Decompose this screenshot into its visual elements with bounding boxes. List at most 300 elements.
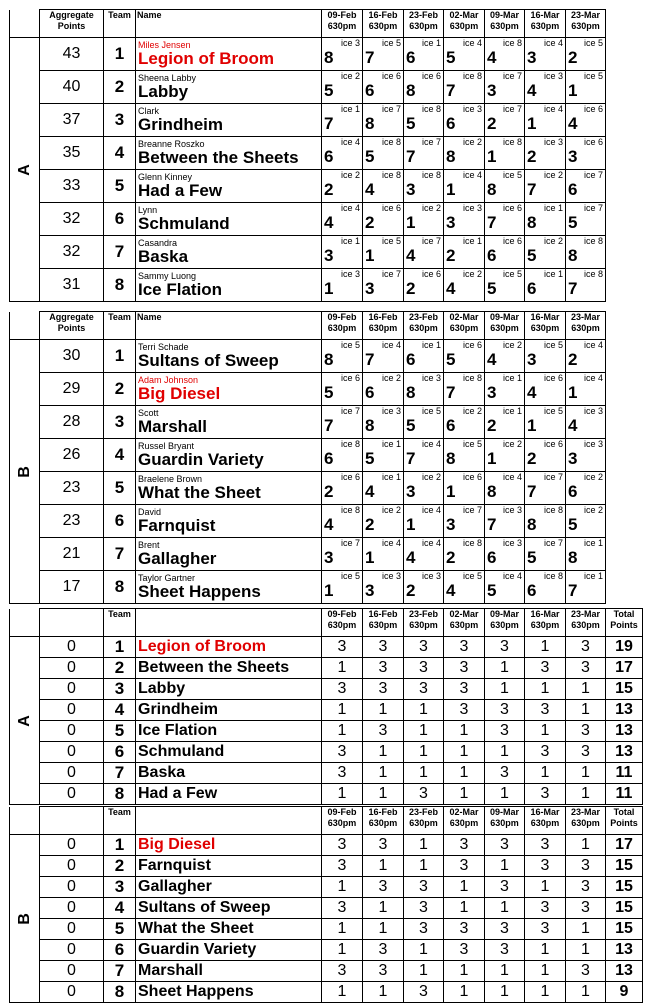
game-cell [525,340,566,373]
ice-sheet: ice 7 [543,538,563,548]
ice-sheet: ice 6 [583,137,603,147]
ice-sheet: ice 7 [543,472,563,482]
aggregate-points: 0 [40,658,104,679]
week-points: 3 [566,877,606,898]
week-points: 3 [525,700,566,721]
ice-sheet: ice 7 [583,170,603,180]
aggregate-points: 0 [40,763,104,784]
week-points: 3 [525,856,566,877]
ice-sheet: ice 7 [502,104,522,114]
aggregate-points: 33 [40,170,104,203]
group-label [10,637,40,805]
game-cell [404,269,444,302]
ice-sheet: ice 1 [340,104,360,114]
opponent-number: 6 [527,581,537,600]
skip-name: Sammy Luong [138,270,197,281]
header-week-4 [444,312,485,340]
ice-sheet: ice 2 [340,71,360,81]
game-cell [363,340,404,373]
opponent-number: 3 [527,48,537,67]
aggregate-points: 0 [40,961,104,982]
opponent-number: 3 [406,482,416,501]
opponent-number: 1 [487,147,497,166]
opponent-number: 2 [527,449,537,468]
ice-sheet: ice 1 [502,406,522,416]
header-week-2 [363,807,404,835]
opponent-number: 3 [446,515,456,534]
ice-sheet: ice 1 [543,269,563,279]
ice-sheet: ice 6 [462,340,482,350]
aggregate-points: 0 [40,679,104,700]
aggregate-points: 35 [40,137,104,170]
opponent-number: 2 [324,482,334,501]
team-name: Marshall [138,416,207,436]
team-row [10,505,606,538]
game-cell [566,340,606,373]
week-time: 630pm [490,323,519,333]
ice-sheet: ice 7 [340,538,360,548]
team-name-cell [136,340,322,373]
aggregate-points: 17 [40,571,104,604]
opponent-number: 8 [365,114,375,133]
header-week-5 [485,609,525,637]
header-name: Name [136,312,322,340]
game-cell [363,439,404,472]
game-cell [444,571,485,604]
game-cell [363,571,404,604]
team-name-cell [136,104,322,137]
ice-sheet: ice 2 [381,505,401,515]
ice-sheet: ice 3 [583,406,603,416]
opponent-number: 6 [487,246,497,265]
opponent-number: 6 [446,416,456,435]
game-cell [363,71,404,104]
game-cell [322,406,363,439]
game-cell [404,373,444,406]
game-cell [322,269,363,302]
aggregate-points: 23 [40,472,104,505]
team-number: 1 [104,637,136,658]
team-name: What the Sheet [136,919,322,940]
opponent-number: 8 [446,449,456,468]
game-cell [444,203,485,236]
week-points: 3 [566,742,606,763]
game-cell [566,571,606,604]
ice-sheet: ice 2 [462,269,482,279]
opponent-number: 6 [365,383,375,402]
group-letter: A [15,714,33,727]
aggregate-points: 43 [40,38,104,71]
week-points: 3 [444,637,485,658]
game-cell [322,104,363,137]
game-cell [566,137,606,170]
header-week-4 [444,609,485,637]
week-points: 3 [525,898,566,919]
opponent-number: 4 [406,246,416,265]
header-aggregate-line1: Aggregate [49,312,94,322]
game-cell [404,71,444,104]
ice-sheet: ice 2 [543,170,563,180]
week-points: 3 [444,835,485,856]
week-time: 630pm [409,620,438,630]
standing-row [10,679,643,700]
week-points: 3 [566,961,606,982]
header-week-7 [566,312,606,340]
team-number: 7 [104,236,136,269]
week-points: 3 [485,637,525,658]
week-points: 1 [404,763,444,784]
ice-sheet: ice 4 [421,505,441,515]
game-cell [485,406,525,439]
game-cell [322,472,363,505]
game-cell [363,236,404,269]
game-cell [525,236,566,269]
aggregate-points: 0 [40,835,104,856]
team-number: 3 [104,104,136,137]
ice-sheet: ice 8 [583,269,603,279]
team-name-cell [136,38,322,71]
week-points: 1 [322,721,363,742]
opponent-number: 6 [568,180,578,199]
opponent-number: 7 [406,147,416,166]
opponent-number: 7 [527,482,537,501]
opponent-number: 6 [324,449,334,468]
team-name: Big Diesel [138,383,221,403]
week-points: 3 [525,742,566,763]
skip-name: Scott [138,407,159,418]
aggregate-points: 0 [40,940,104,961]
ice-sheet: ice 2 [502,439,522,449]
week-points: 3 [566,658,606,679]
week-time: 630pm [368,620,398,630]
team-number: 1 [104,340,136,373]
team-name-cell [136,236,322,269]
team-row [10,236,606,269]
team-number: 2 [104,856,136,877]
aggregate-points: 37 [40,104,104,137]
week-points: 3 [404,982,444,1003]
header-aggregate-line2: Points [57,21,86,31]
opponent-number: 1 [324,279,334,298]
ice-sheet: ice 4 [421,538,441,548]
game-cell [566,269,606,302]
header-aggregate [40,807,104,835]
ice-sheet: ice 5 [340,340,360,350]
game-cell [525,505,566,538]
week-points: 1 [444,961,485,982]
game-cell [363,137,404,170]
aggregate-points: 28 [40,406,104,439]
week-points: 1 [363,763,404,784]
header-week-2 [363,609,404,637]
ice-sheet: ice 2 [421,472,441,482]
ice-sheet: ice 8 [462,538,482,548]
total-points: 11 [606,763,643,784]
game-cell [566,538,606,571]
opponent-number: 6 [446,114,456,133]
aggregate-points: 0 [40,982,104,1003]
opponent-number: 8 [527,213,537,232]
week-points: 3 [525,784,566,805]
header-week-6 [525,10,566,38]
week-date: 09-Mar [489,312,519,322]
opponent-number: 3 [487,383,497,402]
team-name: Marshall [136,961,322,982]
week-time: 630pm [327,21,357,31]
week-points: 1 [444,784,485,805]
header-total-line2: Points [610,818,638,828]
team-row [10,269,606,302]
week-points: 3 [444,679,485,700]
week-date: 16-Feb [368,10,398,20]
header-blank [10,807,40,835]
ice-sheet: ice 1 [421,340,441,350]
opponent-number: 5 [487,581,497,600]
opponent-number: 2 [406,581,416,600]
ice-sheet: ice 2 [583,505,603,515]
game-cell [404,439,444,472]
opponent-number: 5 [324,383,334,402]
week-points: 1 [566,919,606,940]
standing-row [10,940,643,961]
week-time: 630pm [368,818,398,828]
game-cell [525,571,566,604]
team-name: Labby [136,679,322,700]
opponent-number: 4 [446,581,456,600]
standing-row [10,961,643,982]
ice-sheet: ice 7 [421,236,441,246]
team-number: 1 [104,38,136,71]
opponent-number: 5 [568,213,578,232]
week-points: 1 [525,940,566,961]
game-cell [485,104,525,137]
header-row [10,312,606,340]
ice-sheet: ice 8 [543,571,563,581]
ice-sheet: ice 3 [502,538,522,548]
team-name-cell [136,406,322,439]
game-cell [485,439,525,472]
team-name: Labby [138,81,189,101]
opponent-number: 5 [324,81,334,100]
week-points: 3 [444,940,485,961]
game-cell [322,373,363,406]
opponent-number: 3 [324,246,334,265]
opponent-number: 2 [487,416,497,435]
week-points: 3 [525,919,566,940]
game-cell [566,236,606,269]
opponent-number: 8 [527,515,537,534]
week-points: 3 [322,898,363,919]
game-cell [363,505,404,538]
team-name: Gallagher [138,548,217,568]
opponent-number: 1 [568,383,578,402]
week-points: 3 [404,784,444,805]
week-points: 1 [404,940,444,961]
game-cell [485,71,525,104]
ice-sheet: ice 1 [462,236,482,246]
opponent-number: 3 [527,350,537,369]
week-time: 630pm [530,818,560,828]
ice-sheet: ice 3 [381,406,401,416]
game-cell [322,236,363,269]
week-points: 3 [566,856,606,877]
week-time: 630pm [449,818,479,828]
week-points: 1 [322,784,363,805]
total-points: 15 [606,856,643,877]
week-points: 1 [404,700,444,721]
ice-sheet: ice 8 [421,170,441,180]
opponent-number: 2 [406,279,416,298]
week-points: 1 [485,658,525,679]
ice-sheet: ice 6 [502,203,522,213]
team-row [10,538,606,571]
header-week-1 [322,10,363,38]
game-cell [322,38,363,71]
header-week-5 [485,10,525,38]
game-cell [485,137,525,170]
week-points: 3 [444,919,485,940]
ice-sheet: ice 8 [583,236,603,246]
total-points: 15 [606,679,643,700]
week-points: 3 [363,679,404,700]
header-total [606,807,643,835]
week-points: 1 [363,982,404,1003]
ice-sheet: ice 6 [543,439,563,449]
game-cell [322,538,363,571]
header-name [136,609,322,637]
standing-row [10,763,643,784]
week-date: 16-Mar [530,807,560,817]
game-cell [485,38,525,71]
ice-sheet: ice 6 [543,373,563,383]
header-total-line2: Points [610,620,638,630]
game-cell [444,38,485,71]
team-name: Between the Sheets [136,658,322,679]
game-cell [485,505,525,538]
header-name: Name [136,10,322,38]
opponent-number: 6 [324,147,334,166]
aggregate-points: 0 [40,721,104,742]
week-date: 02-Mar [449,807,479,817]
game-cell [363,373,404,406]
team-number: 2 [104,658,136,679]
ice-sheet: ice 6 [340,373,360,383]
game-cell [404,236,444,269]
game-cell [566,505,606,538]
header-total [606,609,643,637]
week-points: 3 [404,898,444,919]
team-number: 4 [104,439,136,472]
game-cell [444,439,485,472]
week-date: 16-Feb [368,609,398,619]
week-points: 1 [566,982,606,1003]
week-time: 630pm [530,323,560,333]
ice-sheet: ice 4 [381,538,401,548]
team-name-cell [136,269,322,302]
week-points: 1 [566,784,606,805]
team-name: Big Diesel [136,835,322,856]
game-cell [525,269,566,302]
game-cell [566,170,606,203]
group-label [10,835,40,1003]
header-week-2 [363,312,404,340]
ice-sheet: ice 8 [502,38,522,48]
team-number: 4 [104,898,136,919]
week-date: 23-Feb [408,312,438,322]
opponent-number: 4 [487,350,497,369]
total-points: 11 [606,784,643,805]
team-name-cell [136,538,322,571]
week-time: 630pm [530,620,560,630]
ice-sheet: ice 5 [583,38,603,48]
aggregate-points: 0 [40,700,104,721]
game-cell [363,170,404,203]
week-points: 1 [363,898,404,919]
game-cell [525,373,566,406]
standing-row [10,877,643,898]
team-number: 6 [104,505,136,538]
ice-sheet: ice 5 [462,439,482,449]
ice-sheet: ice 8 [462,373,482,383]
game-cell [525,137,566,170]
week-date: 16-Feb [368,312,398,322]
ice-sheet: ice 1 [583,571,603,581]
opponent-number: 7 [446,383,456,402]
opponent-number: 4 [324,515,334,534]
team-number: 8 [104,269,136,302]
ice-sheet: ice 1 [583,538,603,548]
opponent-number: 7 [446,81,456,100]
header-total-line1: Total [613,807,635,817]
ice-sheet: ice 8 [340,505,360,515]
week-time: 630pm [571,323,600,333]
game-cell [444,71,485,104]
header-week-1 [322,609,363,637]
ice-sheet: ice 8 [502,137,522,147]
ice-sheet: ice 2 [543,236,563,246]
aggregate-points: 31 [40,269,104,302]
opponent-number: 3 [406,180,416,199]
standing-row [10,982,643,1003]
week-points: 1 [444,877,485,898]
game-cell [566,38,606,71]
aggregate-points: 40 [40,71,104,104]
week-time: 630pm [409,21,438,31]
group-letter: B [15,912,33,925]
team-number: 1 [104,835,136,856]
ice-sheet: ice 4 [340,203,360,213]
opponent-number: 8 [446,147,456,166]
game-cell [404,571,444,604]
header-week-5 [485,312,525,340]
week-time: 630pm [571,21,600,31]
opponent-number: 4 [324,213,334,232]
week-points: 1 [525,679,566,700]
team-row [10,203,606,236]
ice-sheet: ice 3 [421,373,441,383]
team-name: Baska [136,763,322,784]
week-points: 3 [322,856,363,877]
opponent-number: 2 [365,213,375,232]
ice-sheet: ice 4 [583,373,603,383]
team-name-cell [136,571,322,604]
team-number: 5 [104,919,136,940]
ice-sheet: ice 7 [502,71,522,81]
header-week-7 [566,609,606,637]
header-week-1 [322,807,363,835]
week-points: 3 [566,637,606,658]
team-name: Had a Few [138,180,223,200]
